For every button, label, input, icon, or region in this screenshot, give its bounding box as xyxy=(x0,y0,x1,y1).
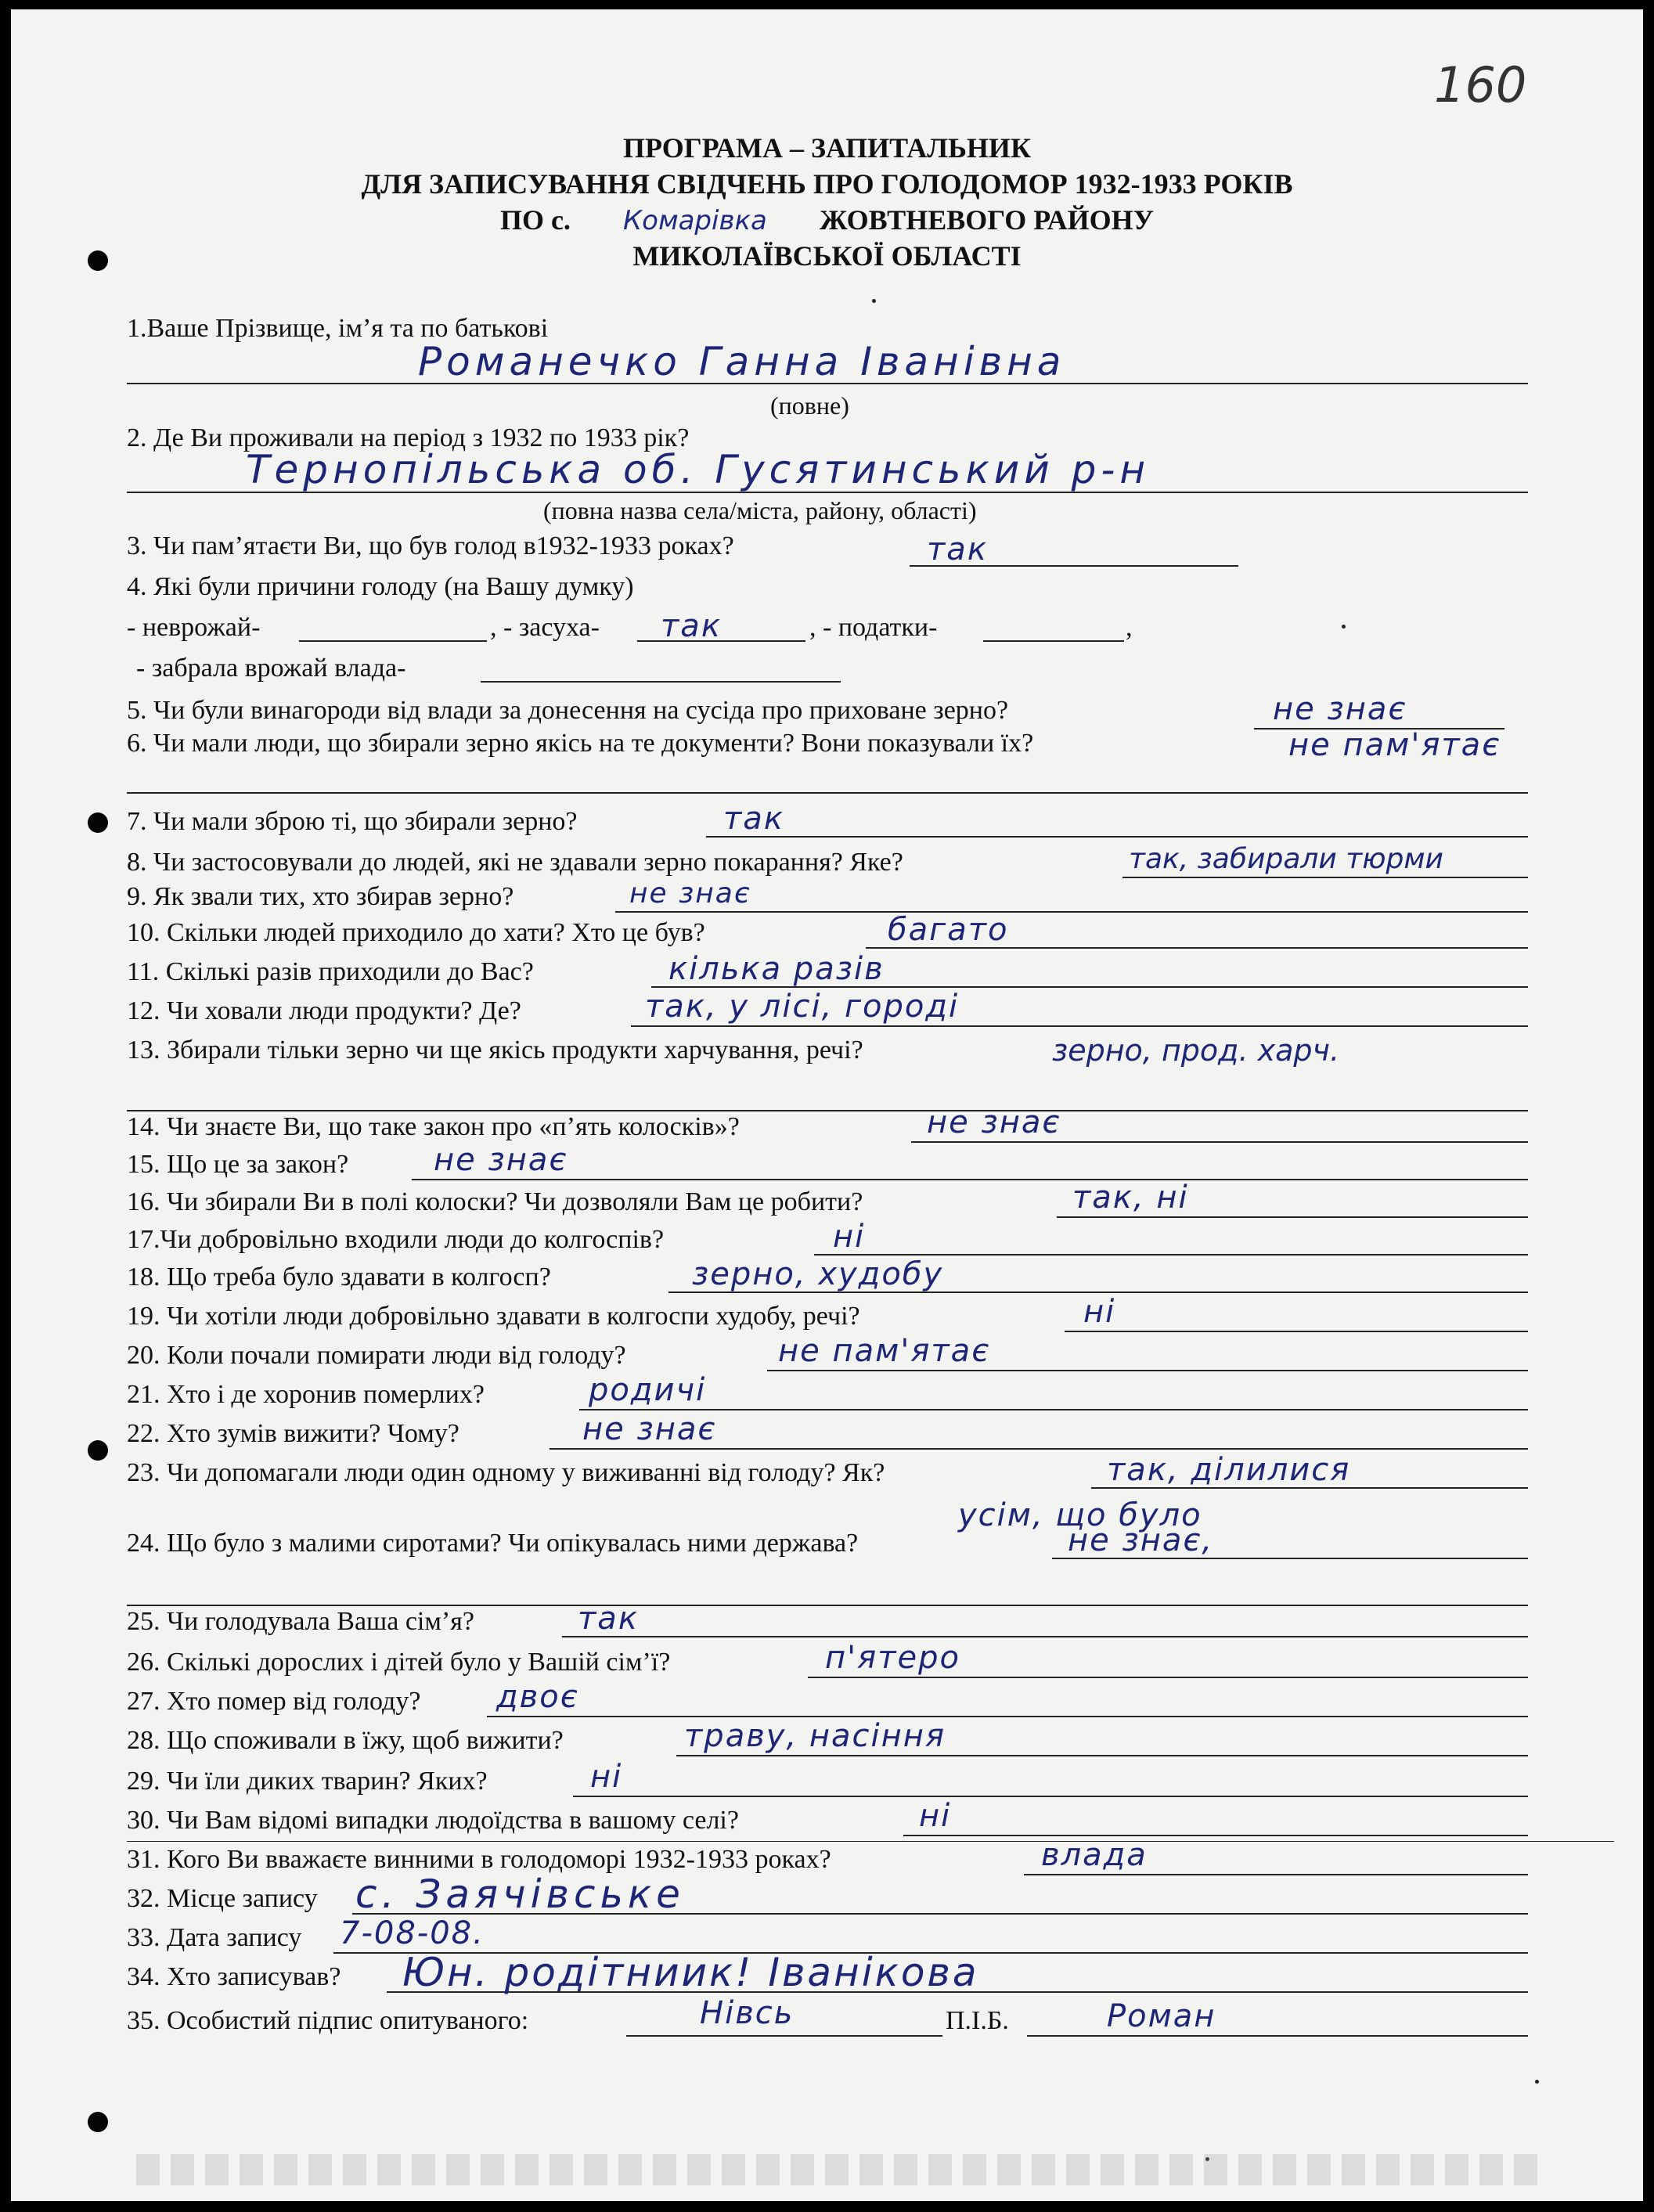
answer-12: так, у лісі, городі xyxy=(645,989,960,1025)
answer-line-26 xyxy=(808,1677,1528,1678)
answer-line-28 xyxy=(676,1755,1528,1756)
question-13: 13. Збирали тільки зерно чи ще якісь продукти харчування, речі? xyxy=(127,1036,863,1065)
answer-line-19 xyxy=(1065,1331,1528,1332)
answer-line-7 xyxy=(706,836,1528,838)
answer-line-22 xyxy=(550,1448,1528,1450)
answer-31: влада xyxy=(1041,1837,1148,1873)
answer-line-14 xyxy=(911,1141,1528,1143)
answer-line-12 xyxy=(631,1025,1528,1027)
answer-1-full-name: Романечко Ганна Іванівна xyxy=(418,339,1066,384)
answer-23-line-1: так, ділилися xyxy=(1107,1452,1351,1488)
punch-hole xyxy=(88,250,108,271)
question-18: 18. Що треба було здавати в колгосп? xyxy=(127,1263,551,1292)
question-9: 9. Як звали тих, хто збирав зерно? xyxy=(127,882,514,911)
answer-line-6 xyxy=(127,792,1528,794)
question-25: 25. Чи голодувала Ваша сім’я? xyxy=(127,1607,474,1636)
question-19: 19. Чи хотіли люди добровільно здавати в колгоспи худобу, речі? xyxy=(127,1302,860,1331)
question-21: 21. Хто і де хоронив померлих? xyxy=(127,1380,485,1409)
question-7: 7. Чи мали зброю ті, що збирали зерно? xyxy=(127,807,578,836)
answer-25: так xyxy=(578,1601,639,1637)
answer-line-25 xyxy=(562,1636,1528,1637)
question-15: 15. Що це за закон? xyxy=(127,1150,349,1179)
answer-line-30 xyxy=(903,1835,1528,1836)
question-34: 34. Хто записував? xyxy=(127,1962,341,1991)
punch-hole xyxy=(88,812,108,833)
answer-11: кілька разів xyxy=(668,951,885,987)
question-17: 17.Чи добровільно входили люди до колгоспів? xyxy=(127,1225,665,1254)
title-line-1: ПРОГРАМА – ЗАПИТАЛЬНИК xyxy=(622,132,1032,164)
answer-15: не знає xyxy=(434,1142,568,1178)
question-35: 35. Особистий підпис опитуваного: xyxy=(127,2006,529,2035)
answer-10: багато xyxy=(888,912,1009,948)
option-taxes: , - податки- xyxy=(809,613,938,642)
full-name-label: П.І.Б. xyxy=(946,2006,1009,2035)
answer-30: ні xyxy=(919,1798,952,1834)
question-2: 2. Де Ви проживали на період з 1932 по 1933 рік? xyxy=(127,423,690,452)
question-32: 32. Місце запису xyxy=(127,1884,318,1913)
signature: Нівсь xyxy=(700,1995,795,2031)
speck xyxy=(1535,2080,1539,2084)
question-3: 3. Чи пам’ятаєти Ви, що був голод в1932-1933 роках? xyxy=(127,531,734,560)
speck xyxy=(1342,625,1346,629)
answer-29: ні xyxy=(590,1759,623,1795)
punch-hole xyxy=(88,2112,108,2132)
bottom-smudge xyxy=(136,2154,1545,2185)
question-1: 1.Ваше Прізвище, ім’я та по батькові xyxy=(127,314,549,343)
question-28: 28. Що споживали в їжу, щоб вижити? xyxy=(127,1726,564,1755)
answer-26: п'ятеро xyxy=(825,1640,960,1676)
hint-full: (повне) xyxy=(770,391,849,420)
full-name-line xyxy=(1027,2035,1528,2037)
question-31: 31. Кого Ви вважаєте винними в голодоморі 1932-1933 роках? xyxy=(127,1845,831,1874)
answer-4-drought: так xyxy=(661,608,722,644)
answer-20: не пам'ятає xyxy=(778,1333,991,1369)
answer-34: Юн. родітниик! Іванікова xyxy=(402,1950,979,1995)
option-crop-failure: - неврожай- xyxy=(127,613,261,642)
answer-13: зерно, прод. харч. xyxy=(1052,1033,1340,1068)
question-10: 10. Скільки людей приходило до хати? Хто це був? xyxy=(127,918,705,947)
question-27: 27. Хто помер від голоду? xyxy=(127,1687,421,1716)
answer-24: не знає, xyxy=(1068,1522,1214,1558)
answer-line-4d xyxy=(481,681,841,683)
question-16: 16. Чи збирали Ви в полі колоски? Чи дозволяли Вам це робити? xyxy=(127,1187,863,1216)
question-30: 30. Чи Вам відомі випадки людоїдства в вашому селі? xyxy=(127,1806,739,1835)
answer-32: с. Заячівське xyxy=(355,1872,685,1917)
answer-22: не знає xyxy=(582,1411,717,1447)
answer-line-21 xyxy=(579,1409,1528,1410)
question-29: 29. Чи їли диких тварин? Яких? xyxy=(127,1767,488,1796)
answer-line-20 xyxy=(767,1370,1528,1371)
title-village-prefix: ПО с. xyxy=(499,204,571,236)
question-14: 14. Чи знаєте Ви, що таке закон про «п’ять колосків»? xyxy=(127,1112,740,1141)
answer-3: так xyxy=(927,531,988,567)
page-number: 160 xyxy=(1434,56,1527,113)
title-district: ЖОВТНЕВОГО РАЙОНУ xyxy=(819,204,1155,236)
answer-27: двоє xyxy=(496,1679,579,1715)
hint-residence: (повна назва села/міста, району, області) xyxy=(543,496,977,524)
question-11: 11. Скількі разів приходили до Вас? xyxy=(127,957,534,986)
answer-line-8 xyxy=(1122,877,1528,878)
question-4: 4. Які були причини голоду (на Вашу думку) xyxy=(127,572,634,601)
separator-line xyxy=(127,1841,1614,1842)
answer-21: родичі xyxy=(589,1372,707,1408)
answer-9: не знає xyxy=(629,877,751,910)
question-12: 12. Чи ховали люди продукти? Де? xyxy=(127,996,521,1025)
speck xyxy=(872,299,876,303)
answer-19: ні xyxy=(1083,1294,1116,1330)
answer-line-4a xyxy=(299,640,487,642)
document-page xyxy=(11,9,1643,2201)
question-26: 26. Скількі дорослих і дітей було у Вашій сім’ї? xyxy=(127,1648,671,1677)
answer-line-31 xyxy=(1024,1874,1528,1875)
answer-line-29 xyxy=(573,1796,1528,1797)
question-8: 8. Чи застосовували до людей, які не здавали зерно покарання? Яке? xyxy=(127,848,903,877)
answer-16: так, ні xyxy=(1072,1180,1189,1216)
question-20: 20. Коли почали помирати люди від голоду? xyxy=(127,1341,626,1370)
answer-line-9 xyxy=(615,911,1528,913)
answer-28: траву, насіння xyxy=(684,1718,946,1754)
answer-line-27 xyxy=(487,1716,1528,1717)
punch-hole xyxy=(88,1440,108,1461)
signature-line xyxy=(626,2035,942,2037)
question-33: 33. Дата запису xyxy=(127,1923,302,1952)
title-village-handwritten: Комарівка xyxy=(623,205,767,236)
answer-6: не пам'ятає xyxy=(1288,727,1501,763)
answer-line-17 xyxy=(814,1254,1528,1256)
question-23: 23. Чи допомагали люди один одному у виживанні від голоду? Як? xyxy=(127,1458,885,1487)
answer-33: 7-08-08. xyxy=(340,1915,485,1951)
option-drought: , - засуха- xyxy=(490,613,600,642)
question-24: 24. Що було з малими сиротами? Чи опікувалась ними держава? xyxy=(127,1529,859,1558)
answer-line-15 xyxy=(412,1179,1528,1180)
question-6: 6. Чи мали люди, що збирали зерно якісь на те документи? Вони показували їх? xyxy=(127,729,1034,758)
answer-17: ні xyxy=(833,1219,866,1255)
question-5: 5. Чи були винагороди від влади за донесення на сусіда про приховане зерно? xyxy=(127,696,1009,725)
option-taxes-comma: , xyxy=(1126,613,1133,642)
answer-line-16 xyxy=(1057,1216,1528,1218)
title-line-3 xyxy=(11,204,1643,236)
answer-2-residence: Тернопільська об. Гусятинський р-н xyxy=(246,447,1151,492)
answer-14: не знає xyxy=(927,1104,1061,1140)
answer-8: так, забирали тюрми xyxy=(1129,843,1443,875)
answer-18: зерно, худобу xyxy=(692,1256,944,1292)
title-line-2: ДЛЯ ЗАПИСУВАННЯ СВІДЧЕНЬ ПРО ГОЛОДОМОР 1932-1933 РОКІВ xyxy=(361,168,1293,200)
answer-23-line-2: усім, що було xyxy=(958,1497,1202,1533)
answer-5: не знає xyxy=(1273,691,1407,727)
answer-line-4c xyxy=(983,640,1124,642)
option-authorities: - забрала врожай влада- xyxy=(136,654,406,683)
answer-7: так xyxy=(723,801,784,837)
question-22: 22. Хто зумів вижити? Чому? xyxy=(127,1419,459,1448)
full-name-handwritten: Роман xyxy=(1107,1998,1216,2034)
title-line-4: МИКОЛАЇВСЬКОЇ ОБЛАСТІ xyxy=(632,240,1022,272)
